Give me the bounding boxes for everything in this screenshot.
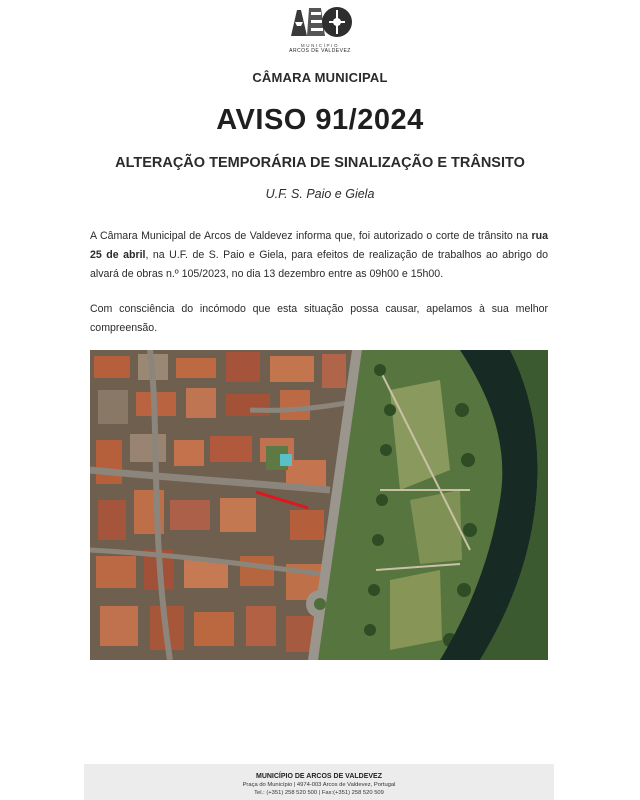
notice-title: AVISO 91/2024 [216, 104, 424, 136]
footer-contacts: Tel.: (+351) 258 520 500 | Fax:(+351) 258 520 509 [254, 790, 384, 796]
notice-subject: ALTERAÇÃO TEMPORÁRIA DE SINALIZAÇÃO E TRÂNSITO [115, 155, 525, 171]
logo-line-2: ARCOS DE VALDEVEZ [289, 48, 351, 54]
parish-location: U.F. S. Paio e Giela [265, 187, 375, 201]
footer [84, 764, 554, 800]
coat-of-arms-icon [287, 2, 353, 42]
street-name: rua 25 de abril [90, 230, 548, 261]
authority-heading: CÂMARA MUNICIPAL [252, 70, 388, 85]
notice-paragraph-1 [90, 227, 548, 284]
paragraph-text: , na U.F. de S. Paio e Giela, para efeitos de realização de trabalhos ao abrigo do alvará de obras n.º 105/2023, no dia 13 dezembro entre as 09h00 e 15h00. [90, 249, 548, 280]
municipality-logo [280, 2, 360, 56]
paragraph-text: A Câmara Municipal de Arcos de Valdevez informa que, foi autorizado o corte de trânsito na [90, 230, 532, 242]
notice-paragraph-2: Com consciência do incómodo que esta situação possa causar, apelamos à sua melhor compreensão. [90, 303, 548, 334]
footer-municipality: MUNICÍPIO DE ARCOS DE VALDEVEZ [255, 773, 382, 780]
logo-line-1: MUNICÍPIO [300, 43, 340, 48]
footer-address: Praça do Município | 4974-003 Arcos de Valdevez, Portugal [242, 782, 396, 788]
aerial-map [90, 350, 548, 660]
